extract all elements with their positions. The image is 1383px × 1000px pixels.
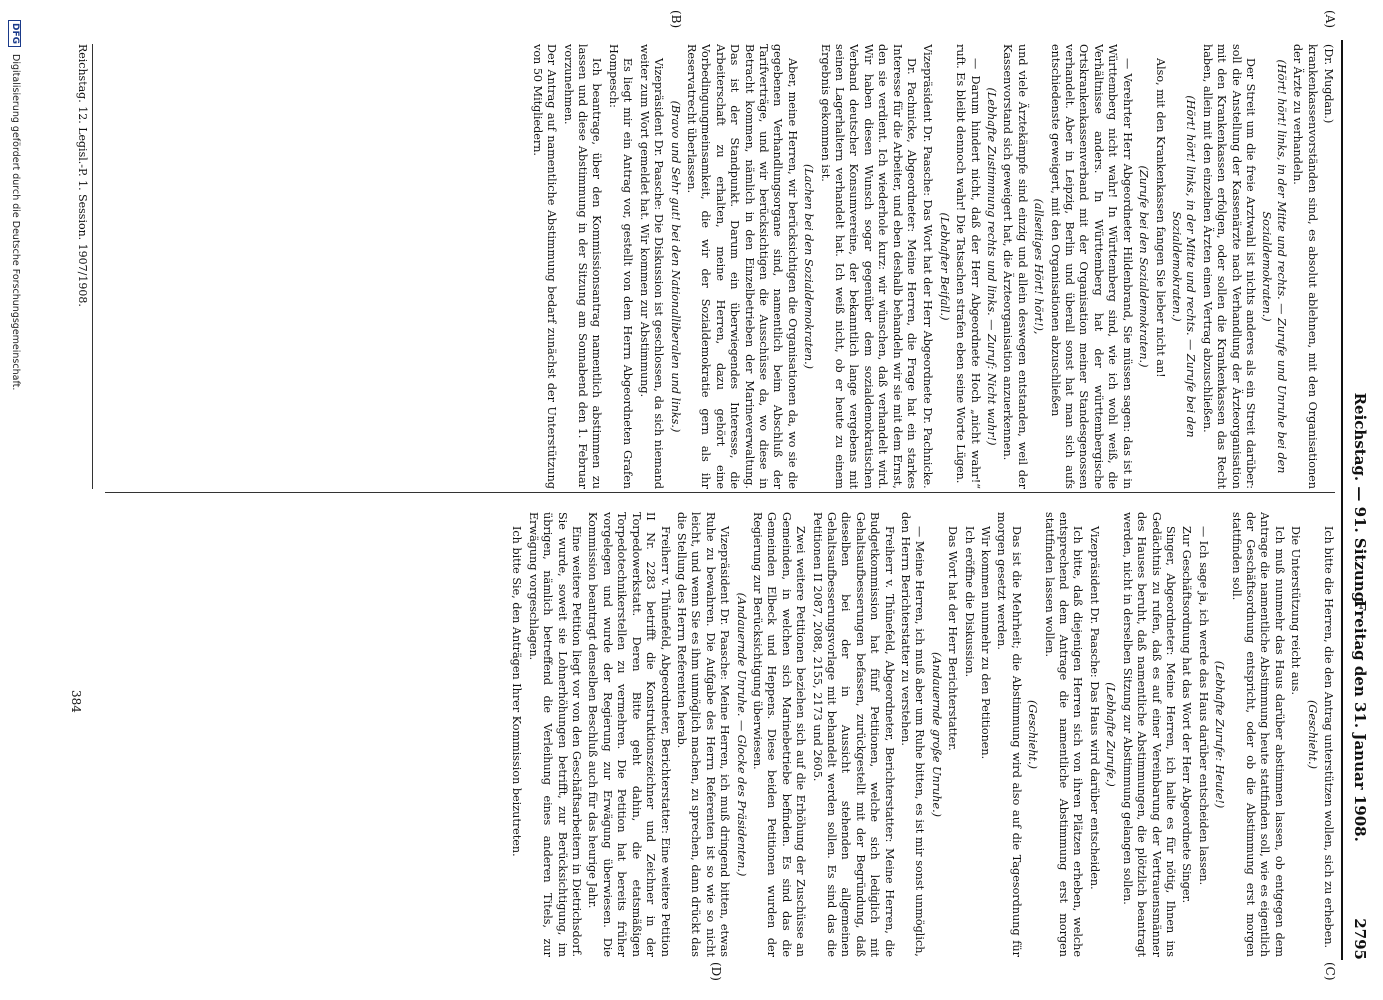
paragraph: (Andauernde Unruhe. — Glocke des Präsidenten.): [734, 592, 748, 877]
paragraph: Vizepräsident Dr. Paasche: Die Diskussion ist geschlossen, da sich niemand weiter zum Wort gemeldet hat. Wir kommen zur Abstimmung.: [637, 44, 666, 489]
margin-letter-a: (A): [1323, 10, 1337, 29]
header-title: Reichstag. — 91. Sitzung.: [1351, 392, 1369, 608]
header-rule: [1341, 40, 1343, 960]
paragraph: Zur Geschäftsordnung hat das Wort der Herr Abgeordnete Singer.: [1180, 526, 1194, 904]
left-column: [105, 44, 1335, 489]
paragraph: Vizepräsident Dr. Paasche: Das Wort hat der Herr Abgeordnete Dr. Pachnicke.: [921, 44, 935, 489]
paragraph: Ich eröffne die Diskussion.: [962, 526, 976, 678]
paragraph: Also, mit den Krankenkassen fangen Sie lieber nicht an!: [1153, 58, 1167, 378]
header-page-number: 2795: [1351, 918, 1369, 960]
paragraph: Wir kommen nunmehr zu den Petitionen.: [979, 526, 993, 760]
paragraph: (Lachen bei den Sozialdemokraten.): [802, 163, 816, 370]
paragraph: (Bravo und Sehr gut! bei den Nationalliberalen und links.): [668, 100, 682, 433]
paragraph: Freiherr v. Thünefeld, Abgeordneter, Berichterstatter: Eine weitere Petition II Nr. 2283 betrifft die Konstruktionszeichner und Zeichner in der Torpedowerkstatt. Deren Bitte geht dahin, die etatsmäßigen Torpedotechnikerstellen zu vermehren. Die Petition hat bereits früher vorgelegen und wurde der Regierung zur Erwägung überwiesen. Die Kommission beantragt denselben Beschluß auch für das heurige Jahr.: [586, 512, 672, 957]
paragraph: Ich bitte die Herren, die den Antrag unterstützen wollen, sich zu erheben.: [1322, 526, 1335, 949]
paragraph: Singer, Abgeordneter: Meine Herren, ich halte es für nötig, Ihnen ins Gedächtnis zu rufen, daß es auf einer Vereinbarung der Vertrauensmänner des Hauses beruht, daß namentliche Abstimmungen, die plötzlich beantragt werden, nicht in derselben Sitzung zur Abstimmung gelangen sollen.: [1120, 512, 1177, 957]
column-divider: [105, 492, 1335, 493]
paragraph: (Lebhafter Beifall.): [937, 212, 951, 321]
paragraph: (Hört! hört! links, in der Mitte und rechts. — Zurufe bei den Sozialdemokraten.): [1169, 95, 1198, 438]
paragraph: und viele Ärztekämpfe sind einzig und allein deswegen entstanden, weil der Kassenvorstand sich geweigert hat, die Ärzteorganisation anzuerkennen.: [1001, 44, 1029, 489]
paragraph: Zwei weitere Petitionen beziehen sich auf die Erhöhung der Zuschüsse an Gemeinden, in welchen sich Marinebetriebe befinden. Es sind das die Gemeinden Elbeck und Heppens. Diese beiden Petitionen wurden der Regierung zur Berücksichtigung überwiesen.: [750, 512, 808, 957]
paragraph: (Andauernde große Unruhe.): [929, 651, 943, 818]
paragraph: (Lebhafte Zustimmung rechts und links. — Zuruf: Nicht wahr!): [985, 87, 999, 446]
paragraph: Freiherr v. Thünefeld, Abgeordneter, Berichterstatter: Meine Herren, die Budgetkommission hat fünf Petitionen, welche sich lediglich mit Gehaltsaufbesserungen befassen, zurückgestellt mit der Begründung, daß dieselben bei der in Aussicht stehenden allgemeinen Gehaltsaufbesserungsvorlage mit behandelt werden sollen. Es sind das die Petitionen II 2087, 2088, 2155, 2173 und 2605.: [810, 512, 896, 957]
paragraph: (Hört! hört! links, in der Mitte und rechts. — Zurufe und Unruhe bei den Sozialdemokraten.): [1260, 59, 1288, 474]
margin-letter-c: (C): [1323, 962, 1337, 981]
paragraph: Vizepräsident Dr. Paasche: Meine Herren, ich muß dringend bitten, etwas Ruhe zu bewahren. Die Aufgabe des Herrn Referenten ist so wie so nicht leicht, und wenn Sie es ihm unmöglich machen, zu sprechen, dann drückt das die Stellung des Herrn Referenten herab.: [674, 512, 732, 957]
paragraph: Vizepräsident Dr. Paasche: Das Haus wird darüber entscheiden.: [1087, 526, 1101, 890]
paragraph: Ich bitte, daß diejenigen Herren sich von ihren Plätzen erheben, welche entsprechend dem Antrage die namentliche Abstimmung erst morgen stattfinden lassen wollen.: [1042, 512, 1085, 957]
paragraph: (Geschieht.): [1305, 700, 1319, 769]
paragraph: Ich beantrage, über den Kommissionsantrag namentlich abstimmen zu lassen und diese Abstimmung in der Sitzung am Sonnabend den 1. Februar vorzunehmen.: [561, 44, 604, 489]
running-header: [1341, 40, 1369, 960]
paragraph: — Meine Herren, ich muß aber um Ruhe bitten, es ist mir sonst unmöglich, den Herrn Berichterstatter zu verstehen.: [899, 512, 927, 957]
paragraph: Dr. Pachnicke, Abgeordneter: Meine Herren, die Frage hat ein starkes Interesse für die Arbeiter, und eben deshalb behandeln wir sie mit dem Ernst, den sie verdient. Ich wiederhole kurz: wir wünschen, daß verhandelt wird. Wir haben diesen Wunsch sogar gegenüber dem sozialdemokratischen Verband deutscher Konsumvereine, der bekanntlich lange vergebens mit seinen Lagerhaltern verhandelt hat. Ich weiß nicht, ob er heute zu einem Ergebnis gekommen ist.: [818, 44, 919, 489]
paragraph: Ich bitte Sie, den Anträgen Ihrer Kommission beizutreten.: [510, 526, 524, 857]
paragraph: (Lebhafte Zurufe: Heute!): [1213, 660, 1227, 809]
paragraph: Ich muß nunmehr das Haus darüber abstimmen lassen, ob entgegen dem Antrage die namentliche Abstimmung heute stattfinden soll, wie es eigentlich der Geschäftsordnung entspricht, oder ob die Abstimmung erst morgen stattfinden soll.: [1229, 512, 1286, 957]
dfg-logo: DFG: [8, 20, 21, 47]
paragraph: — Darum hindert nicht, daß der Herr Abgeordnete Hoch „nicht wahr!“ ruft. Es bleibt dennoch wahr! Die Tatsachen strafen eben seine Worte Lügen.: [954, 44, 982, 489]
paragraph: (Dr. Mugdan.): [1322, 44, 1335, 124]
paragraph: (Lebhafte Zurufe.): [1104, 682, 1118, 787]
paragraph: krankenkassenvorständen sind, es absolut ablehnen, mit den Organisationen der Ärzte zu verhandeln.: [1291, 44, 1319, 489]
paragraph: Es liegt mir ein Antrag vor, gestellt von dem Herrn Abgeordneten Grafen Hompesch:: [606, 44, 635, 489]
bottom-page-number: 384: [69, 690, 83, 713]
digitization-credit: [3, 20, 21, 980]
paragraph: Eine weitere Petition liegt vor von den Geschäftsarbeitern in Dietrichsdorf. Sie wurde, soweit sie Lohnerhöhungen betrifft, zur Berücksichtigung, im übrigen, nämlich betreffend die Verleihung eines anderen Titels, zur Erwägung vorgeschlagen.: [526, 512, 584, 957]
paragraph: Die Unterstützung reicht aus.: [1289, 526, 1303, 696]
header-date: Freitag den 31. Januar 1908.: [1351, 600, 1369, 842]
credit-text: Digitalisierung gefördert durch die Deutsche Forschungsgemeinschaft.: [10, 54, 21, 391]
right-column: [105, 512, 1335, 957]
paragraph: Das ist die Mehrheit; die Abstimmung wird also auf die Tagesordnung für morgen gesetzt werden.: [995, 512, 1023, 957]
paragraph: — Verehrter Herr Abgeordneter Hildenbrand, Sie müssen sagen: das ist in Württemberg nicht wahr! In Württemberg sind, wie ich wohl weiß, die Verhältnisse anders. In Württemberg hat der württembergische Ortskrankenkassenverband mit der Organisation meiner Standesgenossen verhandelt. Aber in Leipzig, Berlin und überall sonst hat man sich aufs entschiedenste geweigert, mit den Organisationen abzuschließen: [1048, 44, 1134, 489]
paragraph: Der Streit um die freie Arztwahl ist nichts anderes als ein Streit darüber: soll die Anstellung der Kassenärzte nach Verhandlung der Ärzteorganisation mit den Krankenkassen erfolgen, oder sollen die Krankenkassen das Recht haben, allein mit den einzelnen Ärzten einen Vertrag abzuschließen.: [1200, 44, 1257, 489]
paragraph: (allseitiges Hört! hört!),: [1032, 198, 1046, 335]
paragraph: Aber, meine Herren, wir berücksichtigen die Organisationen da, wo sie die gegebenen Verhandlungsorgane sind, namentlich beim Abschluß der Tarifverträge, und wir berücksichtigen die Ausschüsse da, wo diese in Betracht kommen, nämlich in den Einzelbetrieben der Marineverwaltung. Das ist der Standpunkt. Darum ein überwiegendes Interesse, die Arbeiterschaft zu erhalten, meine Herren, dazu gehört eine Vorbedingungmeinsamkeit, die wir der Sozialdemokratie gern als ihr Reservatrecht überlassen.: [684, 44, 799, 489]
margin-letter-d: (D): [709, 962, 723, 981]
paragraph: Das Wort hat der Herr Berichterstatter.: [946, 526, 960, 751]
paragraph: (Geschieht.): [1026, 700, 1040, 769]
paragraph: — Ich sage ja, ich werde das Haus darüber entscheiden lassen.: [1196, 526, 1210, 886]
footer-citation: Reichstag. 12. Legisl.-P. 1. Session. 1907/1908.: [76, 44, 93, 489]
paragraph: Der Antrag auf namentliche Abstimmung bedarf zunächst der Unterstützung von 50 Mitgliedern.: [530, 44, 559, 489]
paragraph: (Zurufe bei den Sozialdemokraten.): [1137, 165, 1151, 368]
margin-letter-b: (B): [669, 10, 683, 29]
